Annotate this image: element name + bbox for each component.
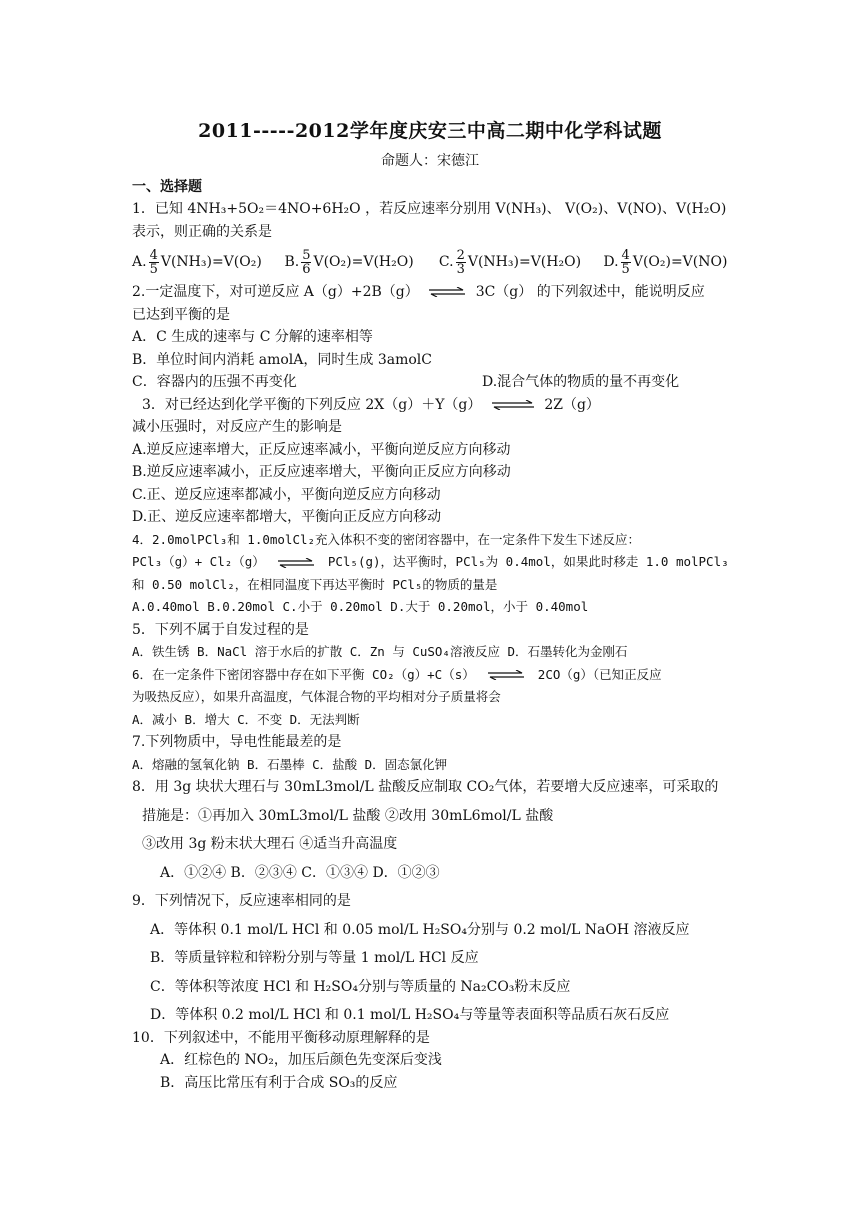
q4-stem: 4．2.0molPCl₃和 1.0molCl₂充入体积不变的密闭容器中，在一定条件下发生下述反应： <box>132 531 641 547</box>
q10-option-b: B．高压比常压有利于合成 SO₃的反应 <box>160 1074 398 1091</box>
q3-stem: 3．对已经达到化学平衡的下列反应 2X（g）＋Y（g） 2Z（g） <box>142 396 600 413</box>
section-heading: 一、选择题 <box>132 179 202 195</box>
q2-stem: 2.一定温度下，对可逆反应 A（g）+2B（g） 3C（g） 的下列叙述中，能说明反应 <box>132 284 705 300</box>
q9-option-b: B．等质量锌粒和锌粉分别与等量 1 mol/L HCl 反应 <box>150 950 479 966</box>
fraction: $\frac{4}{5}$ <box>621 247 630 277</box>
q5-stem: 5．下列不属于自发过程的是 <box>132 621 309 638</box>
fraction: $\frac{4}{5}$ <box>149 247 158 277</box>
q1-option-a: A. $\frac{4}{5}$ V(NH₃)=V(O₂) <box>132 247 262 277</box>
fraction: $\frac{2}{3}$ <box>456 247 465 277</box>
q2-options-cd <box>132 371 742 394</box>
q8-options: A．①②④ B．②③④ C．①③④ D．①②③ <box>160 864 440 881</box>
q1-option-b: B. $\frac{5}{6}$ V(O₂)=V(H₂O) <box>284 247 414 277</box>
q9-option-a: A．等体积 0.1 mol/L HCl 和 0.05 mol/L H₂SO₄分别与 0.2 mol/L NaOH 溶液反应 <box>150 921 690 938</box>
equilibrium-arrow-icon <box>490 400 536 410</box>
q6-options: A．减小 B．增大 C．不变 D．无法判断 <box>132 711 360 727</box>
q2-option-a: A．C 生成的速率与 C 分解的速率相等 <box>132 329 373 345</box>
q6-stem: 6．在一定条件下密闭容器中存在如下平衡 CO₂（g）+C（s） 2CO（g）（已知正反应 <box>132 666 662 682</box>
q3-stem-cont: 减小压强时，对反应产生的影响是 <box>132 419 342 435</box>
q6-stem-cont: 为吸热反应），如果升高温度，气体混合物的平均相对分子质量将会 <box>132 689 501 704</box>
q4-options: A.0.40mol B.0.20mol C.小于 0.20mol D.大于 0.20mol，小于 0.40mol <box>132 599 589 614</box>
q3-option-c: C.正、逆反应速率都减小，平衡向逆反应方向移动 <box>132 486 441 503</box>
q1-stem: 1．已知 4NH₃+5O₂＝4NO+6H₂O ，若反应速率分别用 V(NH₃)、 V(O₂)、V(NO)、V(H₂O) <box>132 201 727 217</box>
q9-option-d: D．等体积 0.2 mol/L HCl 和 0.1 mol/L H₂SO₄与等量等表面积等品质石灰石反应 <box>150 1007 670 1023</box>
q3-option-b: B.逆反应速率减小，正反应速率增大，平衡向正反应方向移动 <box>132 464 511 480</box>
q8-measures-1: 措施是：①再加入 30mL3mol/L 盐酸 ②改用 30mL6mol/L 盐酸 <box>142 807 554 824</box>
q2-option-c: C．容器内的压强不再变化 <box>132 374 297 390</box>
q10-stem: 10．下列叙述中，不能用平衡移动原理解释的是 <box>132 1029 430 1046</box>
q4-reaction: PCl₃（g）+ Cl₂（g） PCl₅(g)，达平衡时，PCl₅为 0.4mol，如果此时移走 1.0 molPCl₃ <box>132 554 729 569</box>
q3-option-a: A.逆反应速率增大，正反应速率减小，平衡向逆反应方向移动 <box>132 441 511 458</box>
equilibrium-arrow-icon <box>276 558 316 568</box>
q1-stem-cont: 表示，则正确的关系是 <box>132 223 272 240</box>
q2-option-d: D.混合气体的物质的量不再变化 <box>482 374 680 390</box>
q8-measures-2: ③改用 3g 粉末状大理石 ④适当升高温度 <box>142 836 398 852</box>
q10-option-a: A．红棕色的 NO₂，加压后颜色先变深后变浅 <box>160 1052 442 1068</box>
q5-options: A．铁生锈 B．NaCl 溶于水后的扩散 C．Zn 与 CuSO₄溶液反应 D．石墨转化为金刚石 <box>132 644 628 659</box>
author-line: 命题人：宋德江 <box>381 153 479 169</box>
q3-option-d: D.正、逆反应速率都增大，平衡向正反应方向移动 <box>132 509 442 525</box>
fraction: $\frac{5}{6}$ <box>302 247 311 277</box>
equilibrium-arrow-icon <box>486 670 526 680</box>
q9-option-c: C．等体积等浓度 HCl 和 H₂SO₄分别与等质量的 Na₂CO₃粉末反应 <box>150 978 571 995</box>
equilibrium-arrow-icon <box>427 287 467 297</box>
q7-stem: 7.下列物质中，导电性能最差的是 <box>132 734 342 750</box>
q2-stem-cont: 已达到平衡的是 <box>132 306 230 323</box>
exam-title: 2011-----2012学年度庆安三中高二期中化学科试题 <box>198 120 662 142</box>
q9-stem: 9．下列情况下，反应速率相同的是 <box>132 893 351 909</box>
q4-stem-cont: 和 0.50 molCl₂，在相同温度下再达平衡时 PCl₅的物质的量是 <box>132 576 498 592</box>
q1-option-c: C. $\frac{2}{3}$ V(NH₃)=V(H₂O) <box>438 247 582 277</box>
q8-stem: 8．用 3g 块状大理石与 30mL3mol/L 盐酸反应制取 CO₂气体，若要增大反应速率，可采取的 <box>132 779 719 795</box>
q1-options <box>132 243 742 281</box>
q2-option-b: B．单位时间内消耗 amolA，同时生成 3amolC <box>132 351 432 368</box>
q1-option-d: D. $\frac{4}{5}$ V(O₂)=V(NO) <box>603 247 728 277</box>
question-list <box>132 198 742 1094</box>
q7-options: A．熔融的氢氧化钠 B．石墨棒 C．盐酸 D．固态氯化钾 <box>132 756 448 772</box>
